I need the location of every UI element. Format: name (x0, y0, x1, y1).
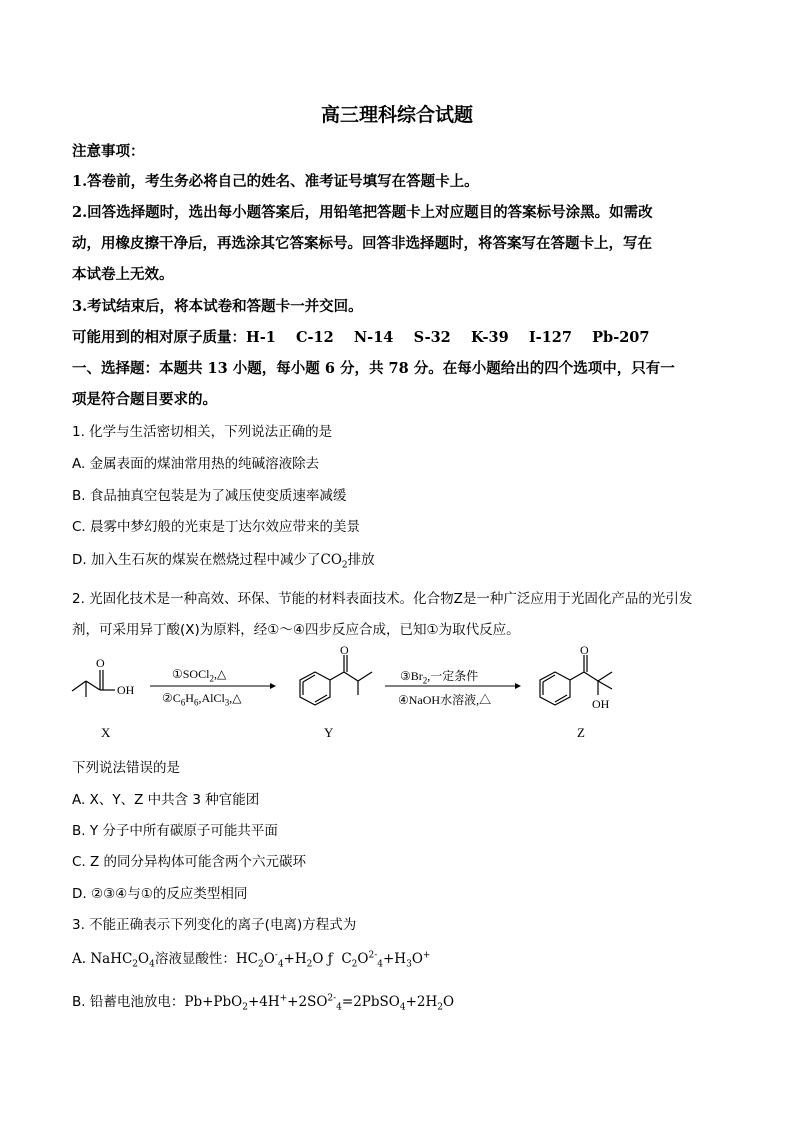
q2-option-a: A. X、Y、Z 中共含 3 种官能团 (72, 792, 260, 808)
q1-option-a: A. 金属表面的煤油常用热的纯碱溶液除去 (72, 456, 320, 472)
page-title: 高三理科综合试题 (320, 104, 473, 126)
notice-item-2-line-3: 本试卷上无效。 (72, 266, 174, 283)
notice-heading: 注意事项： (72, 143, 145, 160)
q2-option-b: B. Y 分子中所有碳原子可能共平面 (72, 823, 278, 839)
notice-item-2-line-1: 2.回答选择题时，选出每小题答案后，用铅笔把答题卡上对应题目的答案标号涂黑。如需改 (72, 204, 653, 221)
reaction-scheme (60, 645, 740, 745)
section-1-line-1: 一、选择题：本题共 13 小题，每小题 6 分，共 78 分。在每小题给出的四个选项中，只有一 (72, 360, 675, 377)
atomic-masses: 可能用到的相对原子质量：H-1 C-12 N-14 S-32 K-39 I-127 Pb-207 (72, 329, 650, 346)
step-1-label: ①SOCl$_2$,△ (172, 667, 227, 684)
co2-formula: $CO_2$ (320, 552, 348, 571)
q1-option-d (72, 548, 722, 571)
x-hydroxyl: OH (117, 683, 135, 697)
label-y: Y (324, 725, 334, 740)
arrow-2-head (515, 683, 521, 689)
q1-option-d-end: 排放 (347, 552, 375, 568)
q1-stem: 1. 化学与生活密切相关，下列说法正确的是 (72, 424, 333, 440)
label-x: X (101, 725, 111, 740)
x-carbonyl-o: O (96, 656, 105, 670)
step-3-label: $③Br_2$,一定条件 (400, 669, 479, 686)
q2-stem-line-1: 2. 光固化技术是一种高效、环保、节能的材料表面技术。化合物Z是一种广泛应用于光固化产品的光引发 (72, 591, 693, 607)
q2-option-d: D. ②③④与①的反应类型相同 (72, 886, 248, 902)
q3-stem: 3. 不能正确表示下列变化的离子(电离)方程式为 (72, 917, 357, 933)
step-2-label: $②C_6H_6,AlCl_3,\triangle$ (162, 691, 242, 708)
label-z: Z (577, 725, 585, 740)
arrow-1-head (270, 683, 276, 689)
q2-question: 下列说法错误的是 (72, 760, 180, 776)
q3-option-b: B. 铅蓄电池放电：$Pb+PbO_2+4H^++2SO^{2-}_4=2PbSO_4+2H_2O$ (72, 993, 455, 1013)
y-carbonyl-o: O (340, 645, 349, 657)
z-hydroxyl: OH (592, 697, 610, 711)
q1-option-b: B. 食品抽真空包装是为了减压使变质速率减缓 (72, 488, 347, 504)
q3-a-equation: $HC_2O^-_4+H_2O$ ƒ $C_2O^{2-}_4+H_3O^+$ (235, 950, 431, 970)
notice-item-1: 1.答卷前，考生务必将自己的姓名、准考证号填写在答题卡上。 (72, 173, 479, 190)
z-carbonyl-o: O (580, 645, 589, 657)
q2-option-c: C. Z 的同分异构体可能含两个六元碳环 (72, 854, 307, 870)
q2-stem-line-2: 剂，可采用异丁酸(X)为原料，经①～④四步反应合成，已知①为取代反应。 (72, 622, 520, 638)
step-4-label: ④NaOH水溶液,△ (398, 693, 492, 707)
q3-b-equation: $Pb+PbO_2+4H^++2SO^{2-}_4=2PbSO_4+2H_2O$ (184, 993, 455, 1013)
q1-option-d-text: D. 加入生石灰的煤炭在燃烧过程中减少了 (72, 552, 321, 568)
molecule-x-structure (72, 670, 115, 697)
molecule-y-structure (300, 655, 372, 705)
q1-option-c: C. 晨雾中梦幻般的光束是丁达尔效应带来的美景 (72, 519, 361, 535)
q3-option-a: A. $NaHC_2O_4$溶液显酸性：$HC_2O^-_4+H_2O$ ƒ $C_2O^{2-}_4+H_3O^+$ (72, 950, 431, 970)
notice-item-3: 3.考试结束后，将本试卷和答题卡一并交回。 (72, 298, 363, 315)
notice-item-2-line-2: 动，用橡皮擦干净后，再选涂其它答案标号。回答非选择题时，将答案写在答题卡上，写在 (72, 235, 652, 252)
section-1-line-2: 项是符合题目要求的。 (72, 391, 217, 408)
